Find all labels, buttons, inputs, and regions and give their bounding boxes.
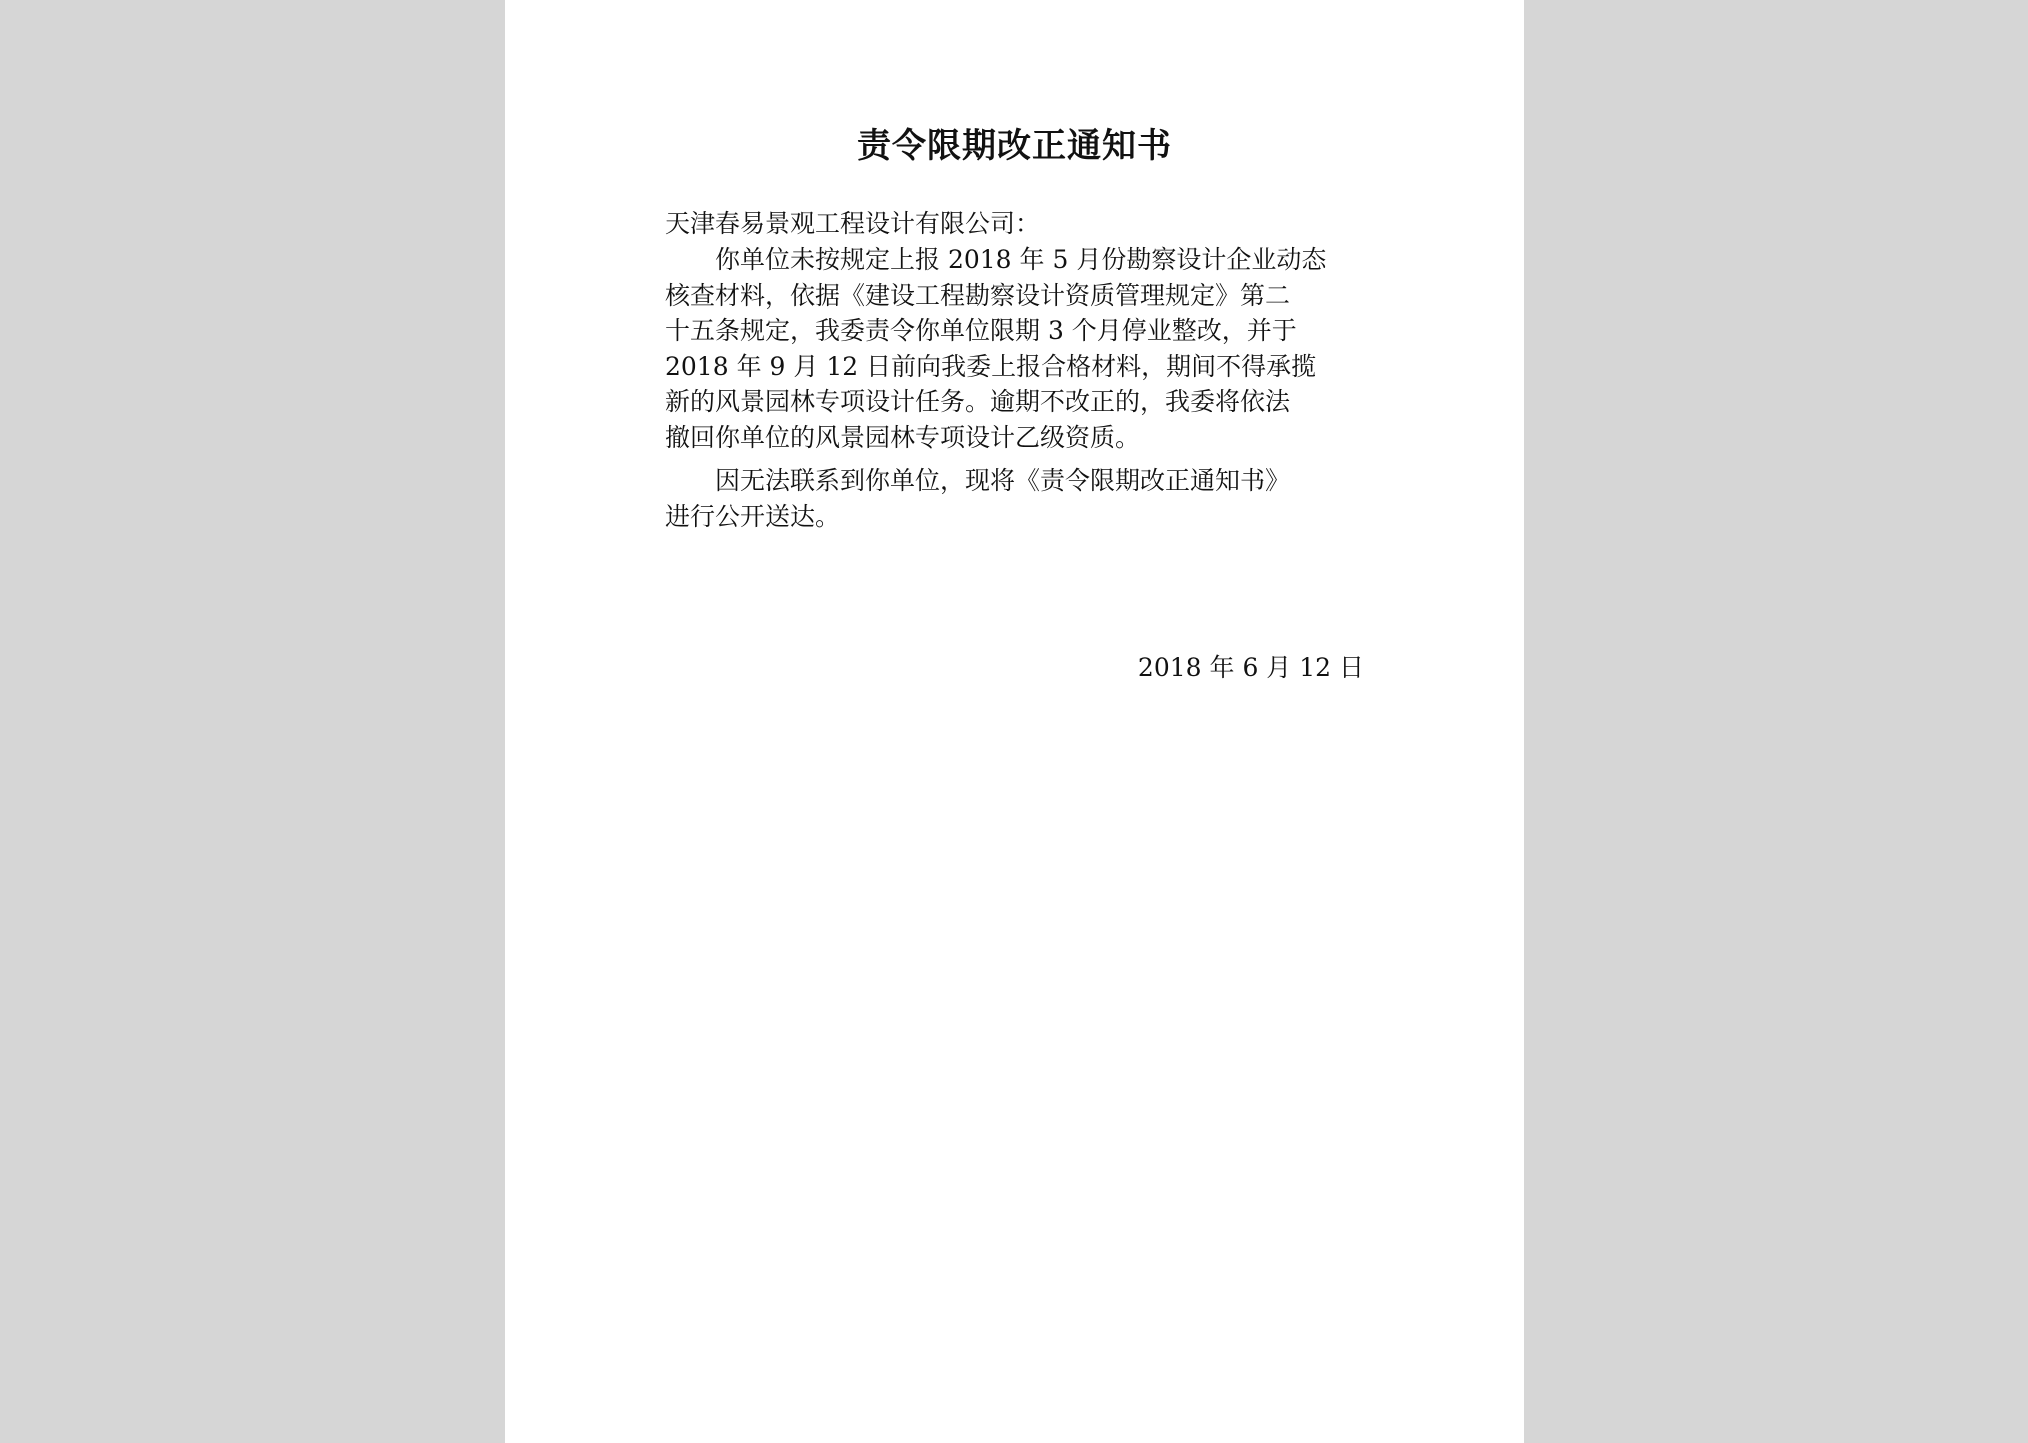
addressee: 天津春易景观工程设计有限公司： [665, 209, 1041, 238]
paragraph-1-line: 核查材料，依据《建设工程勘察设计资质管理规定》第二 [665, 280, 1291, 310]
paragraph-1-line: 2018 年 9 月 12 日前向我委上报合格材料，期间不得承揽 [665, 351, 1317, 381]
notice-paragraph-1 [665, 242, 1364, 455]
document-date: 2018 年 6 月 12 日 [1137, 653, 1364, 682]
notice-paragraph-2 [665, 463, 1364, 534]
paragraph-1-line: 十五条规定，我委责令你单位限期 3 个月停业整改，并于 [665, 316, 1297, 345]
document-page [505, 0, 1524, 1443]
paragraph-1-line: 你单位未按规定上报 2018 年 5 月份勘察设计企业动态 [715, 245, 1327, 274]
paragraph-2-line: 因无法联系到你单位，现将《责令限期改正通知书》 [715, 466, 1291, 495]
paragraph-1-line: 撤回你单位的风景园林专项设计乙级资质。 [665, 422, 1141, 452]
paragraph-2-line: 进行公开送达。 [665, 501, 841, 531]
document-title: 责令限期改正通知书 [857, 126, 1172, 166]
paragraph-1-line: 新的风景园林专项设计任务。逾期不改正的，我委将依法 [665, 387, 1291, 416]
